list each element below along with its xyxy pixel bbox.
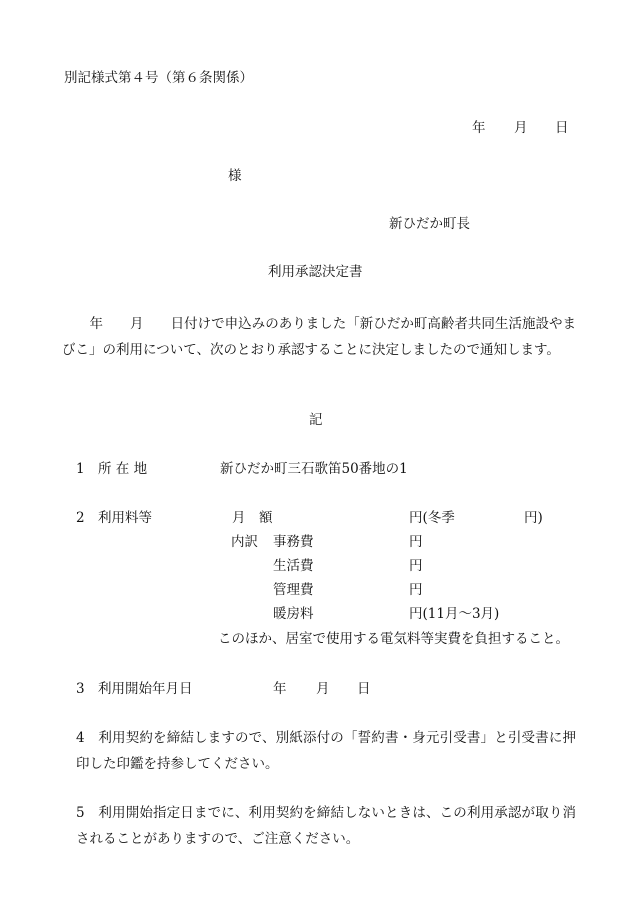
fee-row-unit: 円(11月～3月) — [409, 606, 500, 622]
fee-row-unit: 円 — [409, 534, 423, 550]
item-3-label: 利用開始年月日 — [98, 681, 193, 697]
item-1-label: 所 在 地 — [98, 461, 148, 477]
item-3-number: 3 — [76, 681, 85, 697]
monthly-label: 月 額 — [232, 510, 273, 526]
fee-row-name: 暖房料 — [273, 606, 314, 622]
fee-row-name: 事務費 — [273, 534, 314, 550]
item-4-text: 4 利用契約を締結しますので、別紙添付の「誓約書・身元引受書」と引受書に押印した印鑑を持参してください。 — [76, 730, 576, 772]
issuer-title: 新ひだか町長 — [389, 216, 470, 232]
ki-label: 記 — [309, 412, 323, 428]
winter-yen: 円) — [524, 510, 543, 526]
item-1-number: 1 — [76, 461, 85, 477]
start-day: 日 — [357, 681, 371, 697]
fees-note: このほか、居室で使用する電気料等実費を負担すること。 — [218, 631, 569, 647]
start-month: 月 — [316, 681, 330, 697]
item-1-value: 新ひだか町三石歌笛50番地の1 — [220, 461, 408, 477]
addressee-suffix: 様 — [228, 168, 242, 184]
item-5-text: 5 利用開始指定日までに、利用契約を締結しないときは、この利用承認が取り消されることがありますので、ご注意ください。 — [76, 805, 576, 847]
date-year: 年 — [472, 120, 486, 136]
fee-row-name: 管理費 — [273, 582, 314, 598]
monthly-yen: 円(冬季 — [409, 510, 455, 526]
item-2-label: 利用料等 — [98, 510, 152, 526]
date-month: 月 — [514, 120, 528, 136]
fee-row-unit: 円 — [409, 558, 423, 574]
start-year: 年 — [273, 681, 287, 697]
date-day: 日 — [555, 120, 569, 136]
fee-row-name: 生活費 — [273, 558, 314, 574]
item-2-number: 2 — [76, 510, 85, 526]
body-paragraph: 年 月 日付けで申込みのありました「新ひだか町高齢者共同生活施設やまびこ」の利用について、次のとおり承認することに決定しましたので通知します。 — [62, 316, 576, 358]
document-title: 利用承認決定書 — [268, 264, 363, 280]
form-number: 別記様式第４号（第６条関係） — [64, 70, 253, 86]
breakdown-label: 内訳 — [231, 534, 258, 550]
fee-row-unit: 円 — [409, 582, 423, 598]
